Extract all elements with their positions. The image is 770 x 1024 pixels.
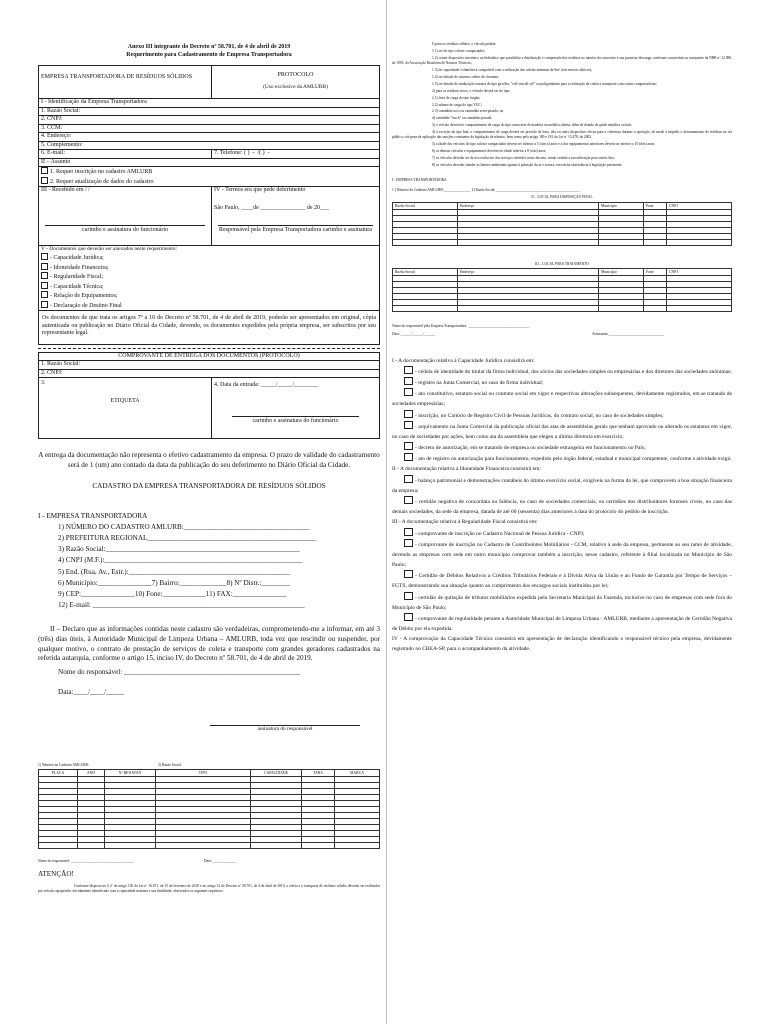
receipt-item-3: 3. bbox=[41, 380, 46, 387]
disposal-section2: II – LOCAL PARA DISPOSIÇÃO FINAL bbox=[531, 195, 593, 200]
disposal-line1[interactable]: 1.) Número do Cadastro AMLURB:_______________ 2) Razão Social:_______________________________________________ bbox=[392, 187, 580, 192]
receipt-razao-social[interactable]: 1. Razão Social: bbox=[39, 360, 379, 369]
checkbox[interactable] bbox=[404, 421, 413, 429]
doc-text: - ato de registro ou autorização para funcionamento, expedido pelo órgão federal, estadual e municipal competente, conforme a atividade exigir. bbox=[415, 456, 732, 463]
protocol-note: (Uso exclusivo da AMLURB) bbox=[263, 83, 328, 90]
doc-check-fiscal[interactable]: - Regularidade Fiscal; bbox=[41, 272, 377, 282]
disposal-footer-sign[interactable]: Assinatura:_______________________________ bbox=[592, 332, 665, 337]
col-tara: TARA bbox=[302, 769, 335, 776]
cadastro-prefeitura[interactable]: 2) PREFEITURA REGIONAL_______________________________________________ bbox=[58, 534, 317, 543]
doc-text: - balanço patrimonial e demonstrações contábeis do último exercício social, exigíveis na forma da lei, que comprovem a boa situação financeira da empresa; bbox=[392, 477, 732, 494]
table-row[interactable] bbox=[39, 842, 380, 848]
disposal-table bbox=[392, 202, 732, 246]
doc-text: - Certidão de Débitos Relativos a Créditos Tributários Federais e à Dívida Ativa da União e ao Fundo de Garantia por Tempo de Serviços – FGTS, demonstrando sua situação quanto ao cumprimento dos encargos sociais instituídos por lei; bbox=[392, 573, 732, 590]
warning-text: Conforme disposto no § 2º do artigo 130 da Lei nº 16.871, de 15 de fevereiro de 2018 e no artigo 12 do Decreto nº 58.701, de 4 de abril de 2019, a coleta e o transporte de resíduos sólidos deverão ser realizados por veículo apropriado, devidamente identificado com a capacidade máxima e sua finalidade, observados os seguintes requisitos: bbox=[38, 883, 380, 894]
requirement-item: 1.2) conter dispositivo mecânico ou hidráulico que possibilite a distribuição e compressão dos resíduos no interior da carroceria e sua posterior descarga, conforme características constantes da NBR nº 12.980, de 1993, da Associação Brasileira de Normas Técnicas; bbox=[392, 55, 732, 66]
documents-heading: V - Documentos que deverão ser anexados neste requerimento: bbox=[41, 246, 178, 252]
subject-option-inscricao[interactable]: 1. Requer inscrição no cadastro AMLURB bbox=[39, 166, 379, 177]
requirement-item: 1.3) ter capacidade volumétrica compatível com a realização das coletas mínimas de 6m³ (seis metros cúbicos); bbox=[432, 68, 593, 73]
documents-notice: Os documentos de que trata os artigos 7º a 10 do Decreto nº 58.701, de 4 de abril de 2019, poderão ser apresentados em original, cópia autenticada ou publicação no Diário Oficial da Cidade, devendo, os documentos expedidos pela própria empresa, ser subscritos por seu representante legal. bbox=[39, 310, 379, 344]
cadastro-endereco[interactable]: 5) End. (Rua, Av., Estr.):_____________________________________________ bbox=[58, 567, 291, 576]
doc-requirement-item[interactable] bbox=[392, 496, 732, 517]
requirement-item: 1.5) ser dotado de sinalização traseira de tipo giroflex, "rolf-on/roll-off" ou poliguindaste para a realização da coleta e transporte com caixas compactadoras; bbox=[432, 81, 657, 86]
checkbox[interactable] bbox=[404, 366, 413, 374]
company-type: EMPRESA TRANSPORTADORA DE RESÍDUOS SÓLIDOS bbox=[41, 74, 193, 80]
col-tipo: TIPO bbox=[156, 769, 251, 776]
checkbox[interactable] bbox=[41, 167, 48, 174]
column-divider bbox=[386, 0, 387, 1024]
doc-requirement-item[interactable] bbox=[392, 377, 732, 388]
doc-section-heading bbox=[392, 356, 732, 366]
cadastro-numero[interactable]: 1) NÚMERO DO CADASTRO AMLURB:___________________________________ bbox=[58, 522, 310, 531]
checkbox[interactable] bbox=[41, 177, 48, 184]
table-row[interactable] bbox=[393, 305, 732, 311]
cadastro-title: CADASTRO DA EMPRESA TRANSPORTADORA DE RESÍDUOS SÓLIDOS bbox=[92, 482, 326, 491]
checkbox[interactable] bbox=[404, 442, 413, 450]
cadastro-razao[interactable]: 3) Razão Social:______________________________________________________ bbox=[58, 545, 300, 554]
documentation-requirements bbox=[392, 356, 732, 655]
doc-requirement-item[interactable] bbox=[392, 539, 732, 571]
requirement-item: I) para os resíduos sólidos, o veículo poderá: bbox=[432, 42, 497, 46]
disposal-section1: I - EMPRESA TRANSPORTADORA bbox=[392, 178, 447, 183]
requirement-item: 7) os veículos deverão ser de uso exclusivo dos serviços referidos neste decreto, sendo vedada a sua utilização para outros fins; bbox=[432, 156, 615, 161]
checkbox[interactable] bbox=[404, 539, 413, 547]
annex-title: Anexo III integrante do Decreto nº 58.701, de 4 de abril de 2019 bbox=[127, 44, 291, 50]
receipt-title: COMPROVANTE DE ENTREGA DOS DOCUMENTOS (PROTOCOLO) bbox=[118, 352, 300, 359]
col-municipio: Município bbox=[599, 268, 644, 275]
col-placa: PLACA bbox=[39, 769, 78, 776]
cadastro-cep[interactable]: 9) CEP:_______________10) Fone:____________11) FAX:_______________ bbox=[58, 589, 287, 598]
cadastro-municipio[interactable]: 6) Município:_______________7) Bairro:_____________8) Nº Distr.:________ bbox=[58, 578, 291, 587]
checkbox[interactable] bbox=[404, 528, 413, 536]
checkbox[interactable] bbox=[404, 613, 413, 621]
doc-check-tecnica[interactable]: - Capacidade Técnica; bbox=[41, 282, 377, 292]
field-telefone[interactable]: 7. Telefone: ( ) - /( ) - bbox=[211, 150, 379, 158]
field-complemento[interactable]: 5. Complemento: bbox=[39, 141, 379, 150]
doc-requirement-item[interactable] bbox=[392, 388, 732, 409]
doc-requirement-item[interactable] bbox=[392, 421, 732, 442]
doc-check-financeira[interactable]: - Idoneidade Financeira; bbox=[41, 263, 377, 273]
requirement-item: 5) a idade dos veículos do tipo coletor compactador deverá ser inferior a 5 (cinco) anos e a dos equipamentos anteriores deverá ser inferior a 10 (dez) anos; bbox=[432, 142, 656, 147]
treatment-table bbox=[392, 268, 732, 312]
doc-requirement-item[interactable] bbox=[392, 410, 732, 421]
subject-option-atualizacao[interactable]: 2. Requer atualização de dados do cadastro bbox=[39, 177, 379, 187]
doc-requirement-item[interactable] bbox=[392, 613, 732, 634]
field-endereco[interactable]: 4. Endereço: bbox=[39, 132, 379, 141]
doc-requirement-item[interactable] bbox=[392, 570, 732, 591]
treatment-section: III – LOCAL PARA TRATAMENTO bbox=[535, 261, 589, 266]
doc-requirement-item[interactable] bbox=[392, 528, 732, 539]
receipt-label: ETIQUETA bbox=[110, 397, 140, 404]
checkbox[interactable] bbox=[404, 388, 413, 396]
col-endereco: Endereço bbox=[458, 268, 599, 275]
disposal-footer-date[interactable]: Data: ______/______/______ bbox=[392, 332, 436, 337]
vehicles-footer-name[interactable]: Nome do responsável: ___________________________________ bbox=[38, 858, 134, 863]
city-date[interactable]: São Paulo, ____de _______________ de 20___ bbox=[214, 204, 329, 211]
doc-text: III - A documentação relativa à Regularidade Fiscal consistirá em: bbox=[392, 519, 538, 526]
warning-title: ATENÇÃO! bbox=[38, 870, 74, 879]
doc-requirement-item[interactable] bbox=[392, 442, 732, 453]
checkbox[interactable] bbox=[404, 570, 413, 578]
left-column bbox=[38, 0, 380, 895]
col-cnpj: CNPJ bbox=[667, 268, 732, 275]
disposal-footer-name[interactable]: Nome do responsável pela Empresa Transportadora: __________________________________ bbox=[392, 323, 530, 328]
receipt-signature: carimbo e assinatura do funcionário bbox=[252, 418, 339, 425]
vehicles-table bbox=[38, 769, 380, 849]
checkbox[interactable] bbox=[404, 475, 413, 483]
doc-text: - comprovante de inscrição no Cadastro Nacional de Pessoa Jurídica - CNPJ; bbox=[415, 530, 585, 537]
field-ccm[interactable]: 3. CCM: bbox=[39, 124, 379, 133]
requirement-item: 2) para os resíduos secos, o veículo deverá ser do tipo: bbox=[432, 88, 511, 93]
receipt-box bbox=[38, 352, 380, 440]
doc-text: - ato constitutivo, estatuto social ou contrato social em vigor e respectivas alterações subsequentes, devidamente registrados, em se tratando de sociedades empresárias; bbox=[392, 391, 732, 408]
doc-text: - inscrição, no Cartório de Registro Civil de Pessoas Jurídicas, do contrato social, no caso de sociedades simples; bbox=[415, 412, 664, 419]
official-signature: carimbo e assinatura do funcionário bbox=[82, 227, 168, 233]
request-form bbox=[38, 65, 380, 345]
field-email[interactable]: 6. E-mail: bbox=[41, 150, 65, 156]
col-fone: Fone bbox=[644, 202, 667, 209]
section-identification: I - Identificação da Empresa Transportadora bbox=[39, 98, 379, 107]
col-ano: ANO bbox=[78, 769, 105, 776]
requirement-item: 4) à exceção do tipo baú, o compartimento de carga deverá ser provido de lona, tela ou outro dispositivo eficaz para a cobertura durante a operação, de modo a impedir o derramamento de resíduos na via pública, sob pena de aplicação das sanções constantes da legislação de trânsito, bem como pelo artigo 180 e 181 da Lei nº 13.478, de 2002. bbox=[392, 130, 732, 140]
doc-requirement-item[interactable] bbox=[392, 453, 732, 464]
doc-text: - certidão de quitação de tributos mobiliários expedida pela Secretaria Municipal da Fazenda, inclusive no caso de empresas com sede fora do Município de São Paulo; bbox=[392, 594, 732, 611]
annex-subtitle: Requerimento para Cadastramento de Empresa Transportadora bbox=[126, 51, 292, 58]
doc-text: I - A documentação relativa à Capacidade Jurídica consistirá em: bbox=[392, 357, 535, 364]
requirement-item: 2.3) caminhão toco ou caminhão semi-pesado; ou bbox=[432, 109, 504, 114]
doc-section-heading bbox=[392, 517, 732, 527]
doc-requirement-item[interactable] bbox=[392, 475, 732, 496]
cadastro-section1: I - EMPRESA TRANSPORTADORA bbox=[38, 512, 148, 521]
table-row[interactable] bbox=[393, 239, 732, 245]
col-cnpj: CNPJ bbox=[667, 202, 732, 209]
col-marca: MARCA bbox=[335, 769, 380, 776]
section-subject: II – Assunto bbox=[39, 158, 379, 167]
doc-text: II - A documentação relativa à Idoneidade Financeira consistirá em: bbox=[392, 466, 541, 473]
checkbox[interactable] bbox=[404, 592, 413, 600]
requirement-item: 8) os veículos deverão atender as limites ambientais quanto à poluição do ar e sonora, em estrita observância à legislação pertinente. bbox=[432, 163, 623, 168]
cut-line bbox=[38, 348, 380, 349]
doc-text: - cédula de identidade do titular da firma individual, dos sócios das sociedades simples ou empresárias e dos diretores das sociedades anônimas; bbox=[415, 368, 732, 375]
col-renavan: Nº RENAVAN bbox=[105, 769, 156, 776]
requirement-item: 2.2) urbano de carga do tipo VUC; bbox=[432, 102, 482, 107]
doc-check-juridica[interactable]: - Capacidade Jurídica; bbox=[41, 253, 377, 263]
requirement-item: 1.4) ser dotado de sistema coletor de chorume; bbox=[432, 74, 500, 79]
requirement-item: d) caminhão "truck" ou caminhão pesado; bbox=[432, 116, 493, 121]
field-cnpj[interactable]: 2. CNPJ: bbox=[39, 115, 379, 124]
requirement-item: 3) o veículo deverá ter compartimento de carga do tipo carroceria de madeira ou metálica aberta, além de dotado de grade metálica ou baú; bbox=[432, 123, 632, 128]
received-date[interactable]: III - Recebido em / / bbox=[41, 187, 90, 193]
requirement-item: 2.1) livre de carga do tipo furgão; bbox=[432, 95, 481, 100]
col-endereco: Endereço bbox=[458, 202, 599, 209]
doc-section-heading bbox=[392, 464, 732, 474]
doc-text: - comprovante de regularidade perante a Autoridade Municipal de Limpeza Urbana - AMLURB, mediante a apresentação de Certidão Negativa de Débito por ela expedida. bbox=[392, 615, 732, 633]
cadastro-cnpj[interactable]: 4) CNPJ (M.F.):_______________________________________________________ bbox=[58, 556, 303, 565]
col-razao: Razão Social bbox=[393, 268, 458, 275]
doc-check-equipamentos[interactable]: - Relação de Equipamentos; bbox=[41, 291, 377, 301]
doc-section-heading bbox=[392, 634, 732, 654]
doc-text: IV - A comprovação da Capacidade Técnica consistirá em apresentação de declaração identificando o responsável técnico pela empresa, devidamente registrado no CREA-SP, para o acompanhamento da atividade. bbox=[392, 636, 732, 653]
doc-text: - comprovante de inscrição no Cadastro de Contribuintes Mobiliários - CCM, relativo à sede da empresa, pertinente ao seu ramo de atividade, devendo as empresas com sede em outro município comprovar também a inscrição, nesse cadastro, referente à filial localizada no Município de São Paulo; bbox=[392, 541, 732, 569]
vehicles-head-right: 2) Razão Social: bbox=[158, 763, 182, 768]
cadastro-email[interactable]: 12) E-mail: ___________________________________________________________ bbox=[58, 600, 305, 609]
col-municipio: Município bbox=[599, 202, 644, 209]
receipt-cnpj[interactable]: 2. CNPJ: bbox=[39, 369, 379, 378]
doc-text: - registro na Junta Comercial, no caso de firma individual; bbox=[415, 380, 544, 387]
receipt-entry-date[interactable]: 4. Data da entrada: _____/_____/________ bbox=[214, 382, 319, 389]
responsible-signature: Responsável pela Empresa Transportadora carimbo e assinatura bbox=[219, 227, 372, 233]
col-fone: Fone bbox=[644, 268, 667, 275]
doc-text: - decreto de autorização, em se tratando de empresa ou sociedade estrangeira em funcionamento no País; bbox=[415, 445, 646, 452]
checkbox[interactable] bbox=[404, 496, 413, 504]
protocol-label: PROTOCOLO bbox=[277, 72, 314, 78]
doc-text: - certidão negativa de concordata ou falência, no caso de sociedades comerciais; ou certidões dos distribuidores forenses cíveis, no caso das demais sociedades, da sede da empresa, datada de até 60 (sessenta) dias anteriores à data do protocolo do pedido de inscrição. bbox=[392, 499, 732, 516]
cadastro-declaration: II – Declaro que as informações contidas neste cadastro são verdadeiras, comprometendo-me a informar, em até 3 (três) dias úteis, à Autoridade Municipal de Limpeza Urbana – AMLURB, toda vez que rescindir ou suspender, por qualquer motivo, o contrato de prestação de serviços de coleta e transporte com grandes geradores cadastrados na referida autarquia, conforme o artigo 15, inciso IV, do Decreto nº 58.701, de 4 de abril de 2019. bbox=[38, 625, 380, 663]
field-razao-social[interactable]: 1. Razão Social: bbox=[39, 107, 379, 116]
right-column bbox=[392, 0, 732, 655]
doc-requirement-item[interactable] bbox=[392, 592, 732, 613]
checkbox[interactable] bbox=[404, 410, 413, 418]
vehicle-requirements bbox=[392, 42, 732, 168]
validity-disclaimer: A entrega da documentação não representa o efetivo cadastramento da empresa. O prazo de validade do cadastramento será de 1 (um) ano contado da data da publicação do seu deferimento no Diário Oficial da Cidade. bbox=[38, 451, 380, 469]
doc-requirement-item[interactable] bbox=[392, 366, 732, 377]
cadastro-signature: assinatura do responsável bbox=[257, 726, 313, 733]
doc-check-destino[interactable]: - Declaração de Destino Final bbox=[41, 301, 377, 311]
terms-heading: IV - Termos era que pede deferimento bbox=[214, 187, 306, 193]
requirement-item: 1.1) ser do tipo coletor compactador; bbox=[432, 48, 486, 53]
cadastro-date[interactable]: Data:____/____/_____ bbox=[58, 687, 125, 696]
requirement-item: 6) os demais veículos e equipamentos deverão ter idade inferior a 8 (oito) anos; bbox=[432, 149, 547, 154]
vehicles-footer-date[interactable]: Data: _____________ bbox=[204, 858, 237, 863]
doc-text: - arquivamento na Junta Comercial da publicação oficial das atas de assembleias gerais que tenham aprovado ou alterado os estatutos em vigor, no caso de sociedades por ações, bem como ata da assembleia que elegeu a última diretoria em exercício; bbox=[392, 423, 732, 440]
col-razao: Razão Social bbox=[393, 202, 458, 209]
col-capacidade: CAPACIDADE bbox=[251, 769, 302, 776]
vehicles-head-left: 1) Número no Cadastro AMLURB: bbox=[38, 763, 89, 768]
cadastro-responsible[interactable]: Nome do responsável: _________________________________________________ bbox=[58, 668, 301, 677]
checkbox[interactable] bbox=[404, 377, 413, 385]
checkbox[interactable] bbox=[404, 453, 413, 461]
